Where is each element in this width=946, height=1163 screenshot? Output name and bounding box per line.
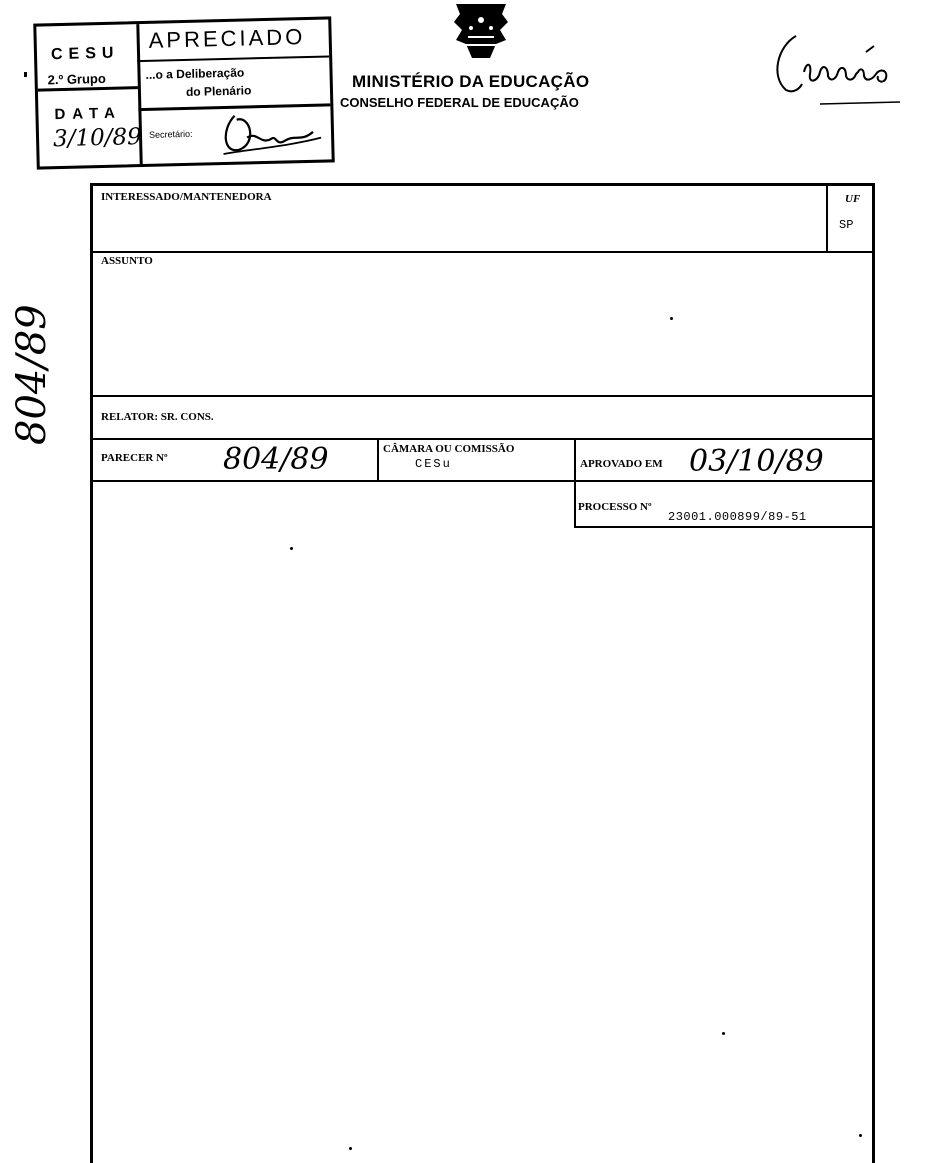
assunto-label: ASSUNTO [101, 255, 153, 267]
scan-speck [290, 547, 293, 550]
relator-label: RELATOR: SR. CONS. [101, 411, 214, 423]
stamp-apreciado: APRECIADO [148, 24, 306, 53]
row-divider [93, 438, 872, 440]
stamp-plenario: do Plenário [185, 83, 252, 99]
row-divider [93, 251, 872, 253]
camara-value: CESu [415, 457, 452, 471]
uf-value: SP [839, 218, 854, 232]
coat-of-arms-emblem [446, 0, 516, 60]
secretary-signature [216, 108, 327, 161]
stamp-divider [137, 55, 329, 62]
plenario-handwritten-note [770, 32, 910, 112]
scan-speck [859, 1134, 862, 1137]
processo-value: 23001.000899/89-51 [668, 510, 807, 524]
aprovado-label: APROVADO EM [580, 458, 663, 470]
ministry-title: MINISTÉRIO DA EDUCAÇÃO [352, 72, 590, 91]
uf-label: UF [845, 193, 861, 205]
stamp-data-value: 3/10/89 [52, 124, 143, 153]
col-divider [574, 438, 576, 528]
stamp-data-label: DATA [54, 104, 123, 124]
row-divider [93, 395, 872, 397]
scan-mark [24, 72, 27, 77]
interessado-label: INTERESSADO/MANTENEDORA [101, 191, 272, 203]
processo-label: PROCESSO Nº [578, 501, 652, 513]
camara-label: CÂMARA OU COMISSÃO [383, 443, 515, 455]
stamp-deliberacao: ...o a Deliberação [145, 65, 245, 82]
scan-speck [670, 317, 673, 320]
uf-divider [826, 186, 828, 252]
row-divider [574, 526, 872, 528]
parecer-number: 804/89 [223, 442, 329, 477]
aprovado-date: 03/10/89 [689, 444, 824, 479]
scan-speck [722, 1032, 725, 1035]
council-title: CONSELHO FEDERAL DE EDUCAÇÃO [340, 95, 579, 110]
side-handwritten-number: 804/89 [9, 304, 55, 445]
stamp-secretario-label: Secretário: [148, 128, 193, 140]
row-divider [93, 480, 872, 482]
parecer-label: PARECER Nº [101, 452, 168, 464]
stamp-grupo: 2.º Grupo [47, 70, 107, 88]
parecer-form [90, 183, 875, 1163]
scan-speck [349, 1147, 352, 1150]
col-divider [377, 438, 379, 480]
approval-stamp [33, 16, 334, 169]
stamp-cesu: CESU [50, 44, 120, 64]
